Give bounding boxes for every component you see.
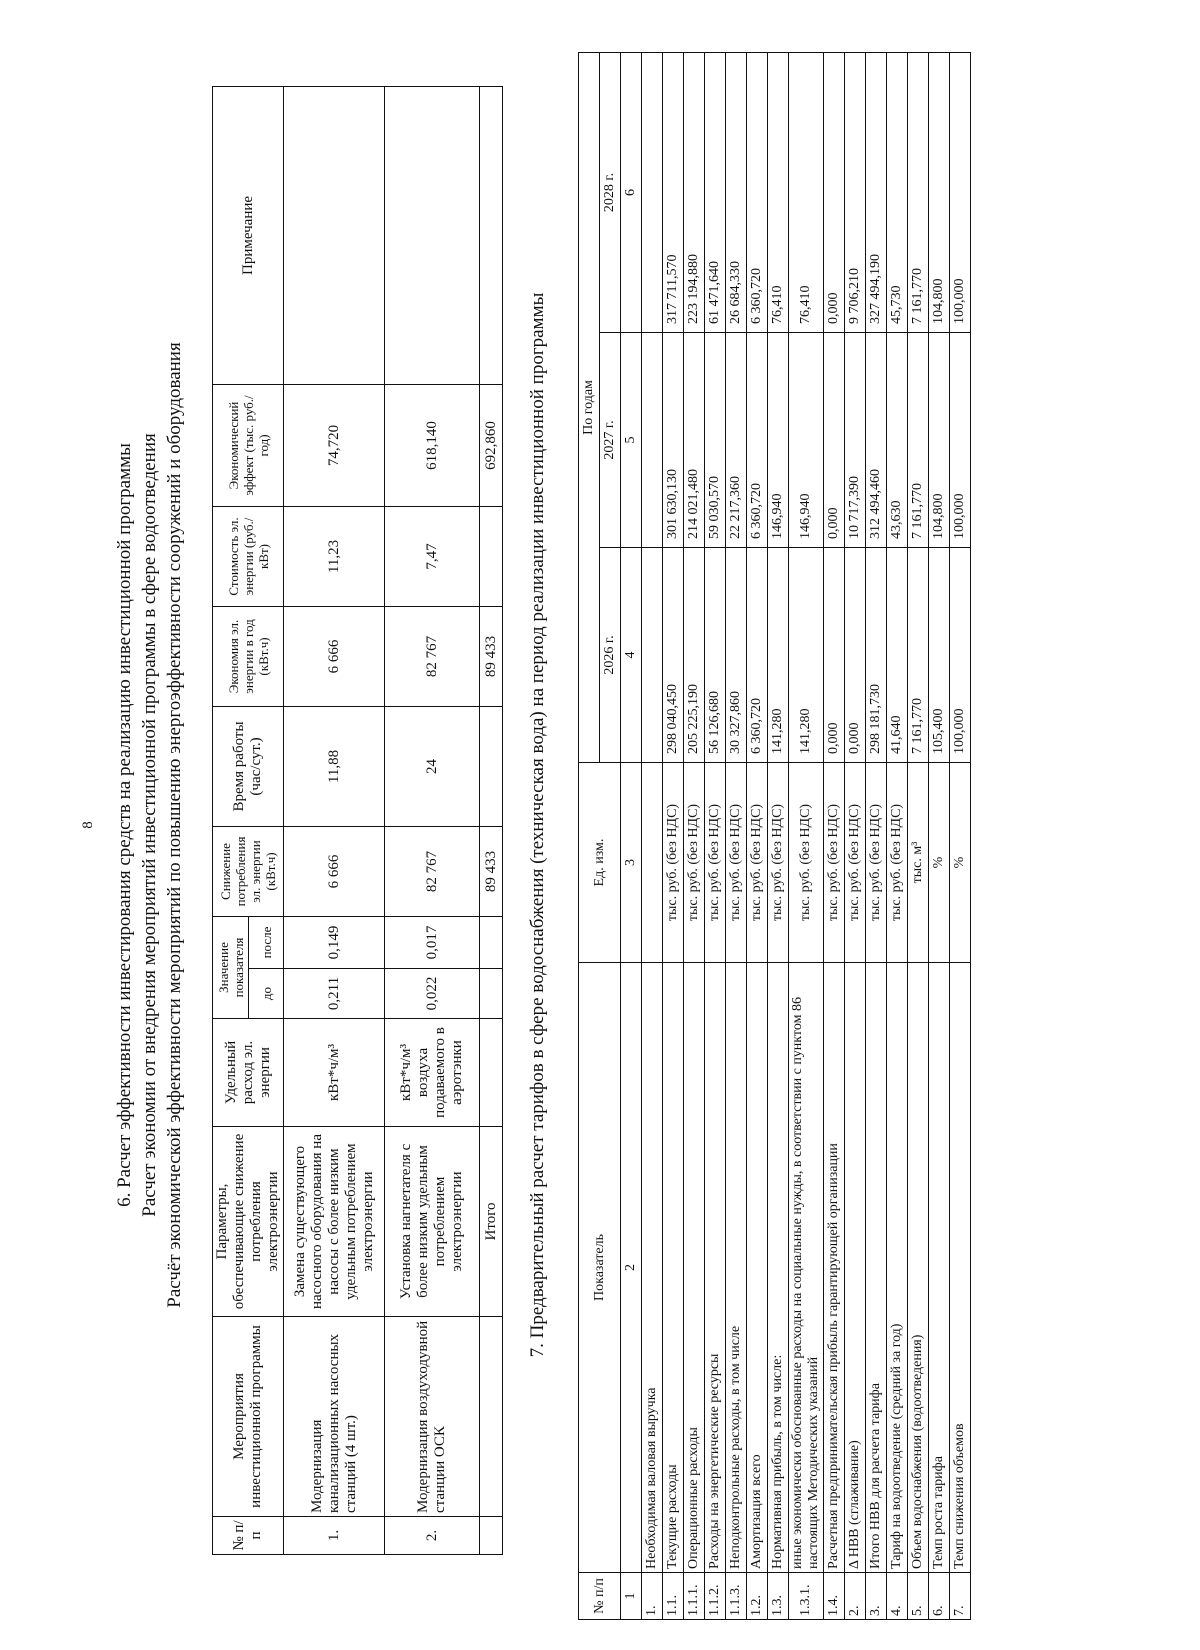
- t2-cell-num: 1.3.: [768, 1573, 789, 1620]
- t2-head-year-2027: 2027 г.: [600, 333, 621, 548]
- t2-row: [950, 52, 971, 1619]
- t1-total-empty: [480, 1019, 503, 1127]
- t2-cell-2026: 30 327,860: [726, 548, 747, 763]
- t1-total-reduction: 89 433: [480, 826, 503, 916]
- t1-cell-before: 0,022: [385, 969, 480, 1019]
- t2-cell-indicator: Итого НВВ для расчета тарифа: [866, 963, 887, 1573]
- t2-row: [866, 52, 887, 1619]
- t1-cell-savings: 6 666: [284, 606, 385, 706]
- t2-colnum: 1: [621, 1573, 642, 1620]
- t2-cell-indicator: Необходимая валовая выручка: [642, 963, 663, 1573]
- t2-cell-unit: тыс. руб. (без НДС): [768, 763, 789, 963]
- t2-cell-2026: 141,280: [768, 548, 789, 763]
- t2-cell-2027: 0,000: [824, 333, 845, 548]
- t1-cell-num: 1.: [284, 1517, 385, 1555]
- t1-head-savings: Экономия эл. энергии в год (кВт.ч): [213, 606, 284, 706]
- t2-cell-indicator: Темп роста тарифа: [929, 963, 950, 1573]
- t2-cell-2026: 6 360,720: [747, 548, 768, 763]
- t2-cell-2027: 100,000: [950, 333, 971, 548]
- t2-cell-num: 1.2.: [747, 1573, 768, 1620]
- t2-cell-2028: 6 360,720: [747, 52, 768, 332]
- t2-cell-2028: 76,410: [768, 52, 789, 332]
- t2-cell-unit: тыс. руб. (без НДС): [663, 763, 684, 963]
- t2-head-num: № п/п: [579, 1573, 621, 1620]
- t1-head-hours: Время работы (час/сут.): [213, 706, 284, 826]
- t2-cell-unit: тыс. руб. (без НДС): [845, 763, 866, 963]
- t1-head-params: Параметры, обеспечивающие снижение потребления электроэнергии: [213, 1127, 284, 1317]
- t2-cell-2026: 105,400: [929, 548, 950, 763]
- t2-row: [705, 52, 726, 1619]
- t2-cell-2028: 76,410: [789, 52, 824, 332]
- t1-head-reduction: Снижение потребления эл. энергии (кВт.ч): [213, 826, 284, 916]
- subheading-savings: Расчет экономии от внедрения мероприятий инвестиционной программы в сфере водоотведения: [139, 433, 160, 1217]
- t1-cell-after: 0,017: [385, 916, 480, 968]
- t2-head-year-2028: 2028 г.: [600, 52, 621, 332]
- t2-cell-unit: тыс. руб. (без НДС): [789, 763, 824, 963]
- t1-total-empty: [480, 86, 503, 384]
- t1-total-empty: [480, 1517, 503, 1555]
- t1-total-savings: 89 433: [480, 606, 503, 706]
- t1-cell-hours: 24: [385, 706, 480, 826]
- t2-cell-2026: 0,000: [845, 548, 866, 763]
- t2-cell-2026: 7 161,770: [908, 548, 929, 763]
- t2-cell-num: 1.: [642, 1573, 663, 1620]
- t2-row: [768, 52, 789, 1619]
- t2-cell-indicator: Тариф на водоотведение (средний за год): [887, 963, 908, 1573]
- t2-cell-2028: 0,000: [824, 52, 845, 332]
- t1-total-empty: [480, 706, 503, 826]
- t2-row: [824, 52, 845, 1619]
- t2-cell-indicator: Расходы на энергетические ресурсы: [705, 963, 726, 1573]
- t2-cell-unit: тыс. руб. (без НДС): [726, 763, 747, 963]
- t2-cell-2027: 59 030,570: [705, 333, 726, 548]
- t1-total-label: Итого: [480, 1127, 503, 1317]
- t1-head-after: после: [249, 916, 284, 968]
- t2-cell-2028: 45,730: [887, 52, 908, 332]
- t2-cell-indicator: Операционные расходы: [684, 963, 705, 1573]
- t2-cell-num: 3.: [866, 1573, 887, 1620]
- t2-cell-2027: [642, 333, 663, 548]
- t2-cell-2027: 146,940: [768, 333, 789, 548]
- t2-row: [684, 52, 705, 1619]
- t2-body: [642, 52, 971, 1619]
- t1-cell-unit: кВт*ч/м³ воздуха подаваемого в аэротэнки: [385, 1019, 480, 1127]
- subheading-efficiency: Расчёт экономической эффективности мероприятий по повышению энергоэффективности сооружений и оборудования: [164, 342, 185, 1308]
- t1-cell-effect: 74,720: [284, 384, 385, 506]
- t2-cell-num: 6.: [929, 1573, 950, 1620]
- t1-head-specific: Удельный расход эл. энергии: [213, 1019, 284, 1127]
- t1-cell-hours: 11,88: [284, 706, 385, 826]
- t2-cell-unit: [642, 763, 663, 963]
- t1-total-empty: [480, 969, 503, 1019]
- t2-cell-2026: 100,000: [950, 548, 971, 763]
- t2-row: [845, 52, 866, 1619]
- t1-total-empty: [480, 506, 503, 606]
- t2-cell-2027: 301 630,130: [663, 333, 684, 548]
- t2-cell-indicator: Расчетная предпринимательская прибыль гарантирующей организации: [824, 963, 845, 1573]
- t1-head-indicator: Значение показателя: [213, 916, 249, 1018]
- t2-cell-2026: 205 225,190: [684, 548, 705, 763]
- t2-cell-num: 5.: [908, 1573, 929, 1620]
- t2-cell-unit: тыс. руб. (без НДС): [684, 763, 705, 963]
- t2-cell-2027: 7 161,770: [908, 333, 929, 548]
- t2-cell-2028: 7 161,770: [908, 52, 929, 332]
- t1-head-event: Мероприятия инвестиционной программы: [213, 1317, 284, 1517]
- t1-cell-reduction: 82 767: [385, 826, 480, 916]
- t1-row: [284, 86, 385, 1554]
- t2-cell-num: 1.1.2.: [705, 1573, 726, 1620]
- t2-row: [789, 52, 824, 1619]
- t1-head-note: Примечание: [213, 86, 284, 384]
- t2-cell-indicator: Амортизация всего: [747, 963, 768, 1573]
- t2-cell-2026: 56 126,680: [705, 548, 726, 763]
- t1-cell-note: [385, 86, 480, 384]
- t1-head-before: до: [249, 969, 284, 1019]
- t1-row: [385, 86, 480, 1554]
- t1-cell-num: 2.: [385, 1517, 480, 1555]
- t2-cell-indicator: иные экономически обоснованные расходы на социальные нужды, в соответствии с пунктом 86 настоящих Методических указаний: [789, 963, 824, 1573]
- t2-cell-indicator: Темп снижения объемов: [950, 963, 971, 1573]
- t2-cell-2028: [642, 52, 663, 332]
- t1-cell-savings: 82 767: [385, 606, 480, 706]
- t1-cell-event: Модернизация канализационных насосных станций (4 шт.): [284, 1317, 385, 1517]
- t2-cell-2026: [642, 548, 663, 763]
- page-number: 8: [80, 821, 96, 829]
- t2-cell-indicator: Текущие расходы: [663, 963, 684, 1573]
- tariff-table: [578, 52, 971, 1620]
- t2-colnum: 6: [621, 52, 642, 332]
- t2-cell-2028: 100,000: [950, 52, 971, 332]
- t2-cell-2026: 141,280: [789, 548, 824, 763]
- t1-cell-reduction: 6 666: [284, 826, 385, 916]
- t2-cell-indicator: Объем водоснабжения (водоотведения): [908, 963, 929, 1573]
- t2-cell-num: 2.: [845, 1573, 866, 1620]
- t2-row: [929, 52, 950, 1619]
- t2-cell-2026: 41,640: [887, 548, 908, 763]
- t2-cell-2028: 327 494,190: [866, 52, 887, 332]
- t2-colnum: 2: [621, 963, 642, 1573]
- t2-head-year-2026: 2026 г.: [600, 548, 621, 763]
- t1-cell-unit: кВт*ч/м³: [284, 1019, 385, 1127]
- t2-row: [747, 52, 768, 1619]
- t1-cell-cost: 11,23: [284, 506, 385, 606]
- efficiency-table: [212, 86, 503, 1555]
- t2-cell-unit: %: [929, 763, 950, 963]
- t2-cell-2028: 317 711,570: [663, 52, 684, 332]
- t2-cell-2028: 104,800: [929, 52, 950, 332]
- t2-cell-unit: тыс. руб. (без НДС): [866, 763, 887, 963]
- t1-cell-before: 0,211: [284, 969, 385, 1019]
- t2-colnum: 5: [621, 333, 642, 548]
- t2-cell-2027: 312 494,460: [866, 333, 887, 548]
- t2-head-by-years: По годам: [579, 52, 600, 762]
- t2-cell-2027: 43,630: [887, 333, 908, 548]
- heading-7: 7. Предварительный расчет тарифов в сфере водоснабжения (техническая вода) на период реализации инвестиционной программы: [527, 292, 548, 1358]
- t1-cell-note: [284, 86, 385, 384]
- t1-total-row: [480, 86, 503, 1554]
- t2-cell-unit: тыс. руб. (без НДС): [824, 763, 845, 963]
- t1-total-effect: 692,860: [480, 384, 503, 506]
- t2-cell-2028: 61 471,640: [705, 52, 726, 332]
- t2-cell-unit: тыс. руб. (без НДС): [747, 763, 768, 963]
- t2-cell-2026: 298 040,450: [663, 548, 684, 763]
- t1-cell-after: 0,149: [284, 916, 385, 968]
- t2-row: [663, 52, 684, 1619]
- t1-head-cost: Стоимость эл. энергии (руб./кВт): [213, 506, 284, 606]
- t2-cell-2027: 22 217,360: [726, 333, 747, 548]
- t2-cell-unit: тыс. м³: [908, 763, 929, 963]
- t2-cell-unit: %: [950, 763, 971, 963]
- t1-cell-cost: 7,47: [385, 506, 480, 606]
- t2-colnum: 3: [621, 763, 642, 963]
- t2-cell-indicator: Δ НВВ (сглаживание): [845, 963, 866, 1573]
- t2-head-indicator: Показатель: [579, 963, 621, 1573]
- t1-cell-params: Замена существующего насосного оборудования на насосы с более низким удельным потреблением электроэнергии: [284, 1127, 385, 1317]
- t2-cell-2027: 104,800: [929, 333, 950, 548]
- t2-row: [726, 52, 747, 1619]
- t2-cell-2027: 146,940: [789, 333, 824, 548]
- t2-colnum: 4: [621, 548, 642, 763]
- t1-cell-event: Модернизация воздуходувной станции ОСК: [385, 1317, 480, 1517]
- t1-cell-effect: 618,140: [385, 384, 480, 506]
- t1-head-effect: Экономический эффект (тыс. руб./год): [213, 384, 284, 506]
- t2-cell-num: 4.: [887, 1573, 908, 1620]
- heading-6: 6. Расчет эффективности инвестирования средств на реализацию инвестиционной программы: [114, 443, 135, 1207]
- t2-row: [908, 52, 929, 1619]
- t2-cell-2026: 298 181,730: [866, 548, 887, 763]
- t1-cell-params: Установка нагнетателя с более низким удельным потреблением электроэнергии: [385, 1127, 480, 1317]
- t2-cell-unit: тыс. руб. (без НДС): [887, 763, 908, 963]
- t2-cell-num: 1.3.1.: [789, 1573, 824, 1620]
- t2-cell-2028: 26 684,330: [726, 52, 747, 332]
- t2-cell-num: 1.4.: [824, 1573, 845, 1620]
- t2-row: [642, 52, 663, 1619]
- t2-cell-2028: 9 706,210: [845, 52, 866, 332]
- t2-cell-2027: 214 021,480: [684, 333, 705, 548]
- t2-head-unit: Ед. изм.: [579, 763, 621, 963]
- t2-cell-unit: тыс. руб. (без НДС): [705, 763, 726, 963]
- t2-cell-2028: 223 194,880: [684, 52, 705, 332]
- t2-cell-2027: 6 360,720: [747, 333, 768, 548]
- t2-cell-num: 7.: [950, 1573, 971, 1620]
- t2-cell-2026: 0,000: [824, 548, 845, 763]
- t1-total-empty: [480, 916, 503, 968]
- t2-cell-indicator: Нормативная прибыль, в том числе:: [768, 963, 789, 1573]
- t2-cell-num: 1.1.1.: [684, 1573, 705, 1620]
- t2-cell-num: 1.1.3.: [726, 1573, 747, 1620]
- section-6-headings: [112, 0, 187, 1650]
- t1-total-empty: [480, 1317, 503, 1517]
- t1-head-num: № п/п: [213, 1517, 284, 1555]
- t2-cell-indicator: Неподконтрольные расходы, в том числе: [726, 963, 747, 1573]
- t2-row: [887, 52, 908, 1619]
- t2-cell-num: 1.1.: [663, 1573, 684, 1620]
- t2-cell-2027: 10 717,390: [845, 333, 866, 548]
